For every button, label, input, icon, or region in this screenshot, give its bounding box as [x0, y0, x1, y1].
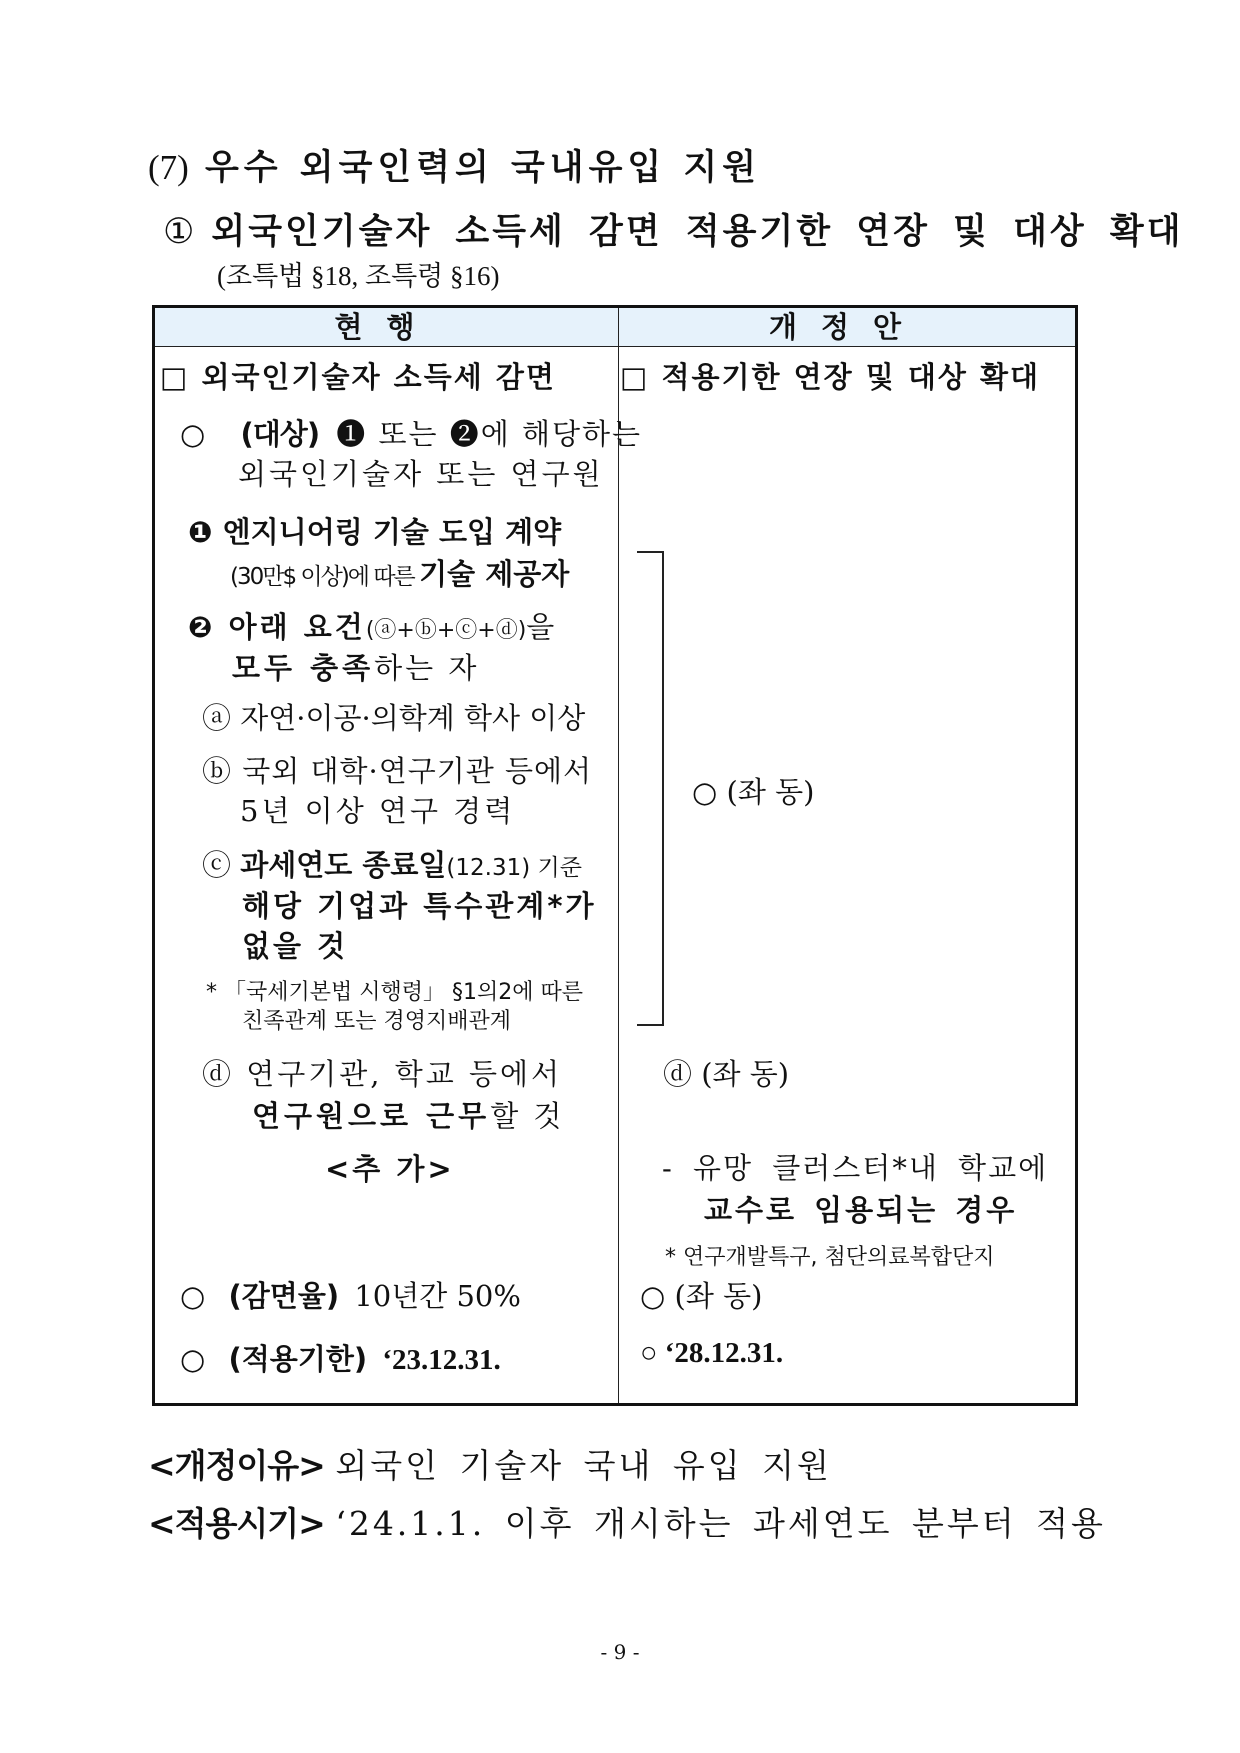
target-text-2: 외국인기술자 또는 연구원: [238, 457, 604, 491]
item2-particle: 을: [526, 610, 555, 644]
bullet-icon: ○: [180, 1279, 206, 1313]
section-title: [148, 140, 761, 190]
item1-line2: [230, 552, 569, 593]
req-d-rest: 할 것: [490, 1099, 565, 1133]
req-c-line1: [202, 843, 582, 884]
req-d-line2: [252, 1094, 564, 1135]
req-c-date: (12.31) 기준: [446, 855, 582, 881]
req-c-note1: * 「국세기본법 시행령」 §1의2에 따른: [206, 980, 583, 1005]
req-c-marker: ⓒ: [202, 848, 241, 882]
req-c-note2: 친족관계 또는 경영지배관계: [242, 1009, 512, 1034]
item2-label: ❷ 아래 요건: [188, 610, 366, 644]
bullet-icon: ○: [180, 417, 206, 451]
subsection-title-text: 외국인기술자 소득세 감면 적용기한 연장 및 대상 확대: [211, 212, 1184, 252]
reason-label: <개정이유>: [148, 1446, 325, 1485]
item2-reqs: (ⓐ+ⓑ+ⓒ+ⓓ): [365, 618, 527, 643]
section-number: (7): [148, 148, 189, 187]
rate-value: 10년간 50%: [354, 1279, 521, 1313]
bullet-icon: ○: [180, 1342, 206, 1376]
item2-line1: [188, 605, 554, 646]
header-current: 현행: [334, 310, 439, 344]
target-label: (대상): [240, 417, 320, 451]
timing-label: <적용시기>: [148, 1504, 325, 1543]
target-text: ❶ 또는 ❷에 해당하는: [336, 417, 643, 451]
rate-line: [180, 1274, 521, 1315]
req-d-line1: ⓓ 연구기관, 학교 등에서: [202, 1057, 562, 1091]
req-d-bold: 연구원으로 근무: [252, 1099, 491, 1133]
section-title-text: 우수 외국인력의 국내유입 지원: [204, 148, 762, 188]
page-number: - 9 -: [600, 1640, 640, 1664]
reason-text: 외국인 기술자 국내 유입 지원: [335, 1446, 832, 1485]
header-revised: 개정안: [768, 310, 926, 344]
req-b-line2: 5년 이상 연구 경력: [240, 794, 516, 828]
revised-new-note: * 연구개발특구, 첨단의료복합단지: [665, 1245, 995, 1270]
item1-line1: ❶ 엔지니어링 기술 도입 계약: [188, 515, 562, 549]
revised-heading: □ 적용기한 연장 및 대상 확대: [620, 360, 1041, 394]
item2-all: 모두 충족: [232, 651, 375, 685]
req-c-line3: 없을 것: [242, 929, 349, 963]
current-heading: □ 외국인기술자 소득세 감면: [160, 360, 556, 394]
timing-text: ‘24.1.1. 이후 개시하는 과세연도 분부터 적용: [335, 1504, 1106, 1543]
revised-rate: ○ (좌 동): [640, 1279, 763, 1313]
revision-reason: [148, 1440, 832, 1487]
law-reference: (조특법 §18, 조특령 §16): [217, 261, 500, 291]
current-target-line: [180, 412, 642, 453]
item2-line2: [232, 646, 479, 687]
req-a: ⓐ 자연·이공·의학계 학사 이상: [202, 701, 586, 735]
item1-provider: 기술 제공자: [419, 557, 570, 591]
application-timing: [148, 1498, 1106, 1545]
revised-new-line2: 교수로 임용되는 경우: [704, 1193, 1018, 1227]
same-as-current-bracket: [637, 551, 664, 1026]
subsection-marker: ①: [163, 212, 198, 252]
revised-deadline: ○ ‘28.12.31.: [640, 1337, 784, 1369]
deadline-value: ‘23.12.31.: [382, 1344, 501, 1376]
revised-same-bracket: ○ (좌 동): [692, 775, 815, 809]
deadline-line: [180, 1337, 501, 1378]
req-b-line1: ⓑ 국외 대학·연구기관 등에서: [202, 754, 593, 788]
column-divider: [618, 308, 619, 1403]
req-c-bold: 과세연도 종료일: [240, 848, 447, 882]
added-label: <추 가>: [325, 1152, 455, 1186]
deadline-label: (적용기한): [228, 1342, 368, 1376]
req-c-line2: 해당 기업과 특수관계*가: [242, 889, 597, 923]
item1-condition: (30만$ 이상)에 따른: [230, 564, 420, 590]
revised-new-line1: - 유망 클러스터*내 학교에: [662, 1151, 1049, 1185]
subsection-title: [163, 204, 1184, 254]
revised-d-same: ⓓ (좌 동): [663, 1057, 790, 1091]
item2-rest: 하는 자: [374, 651, 480, 685]
rate-label: (감면율): [228, 1279, 340, 1313]
